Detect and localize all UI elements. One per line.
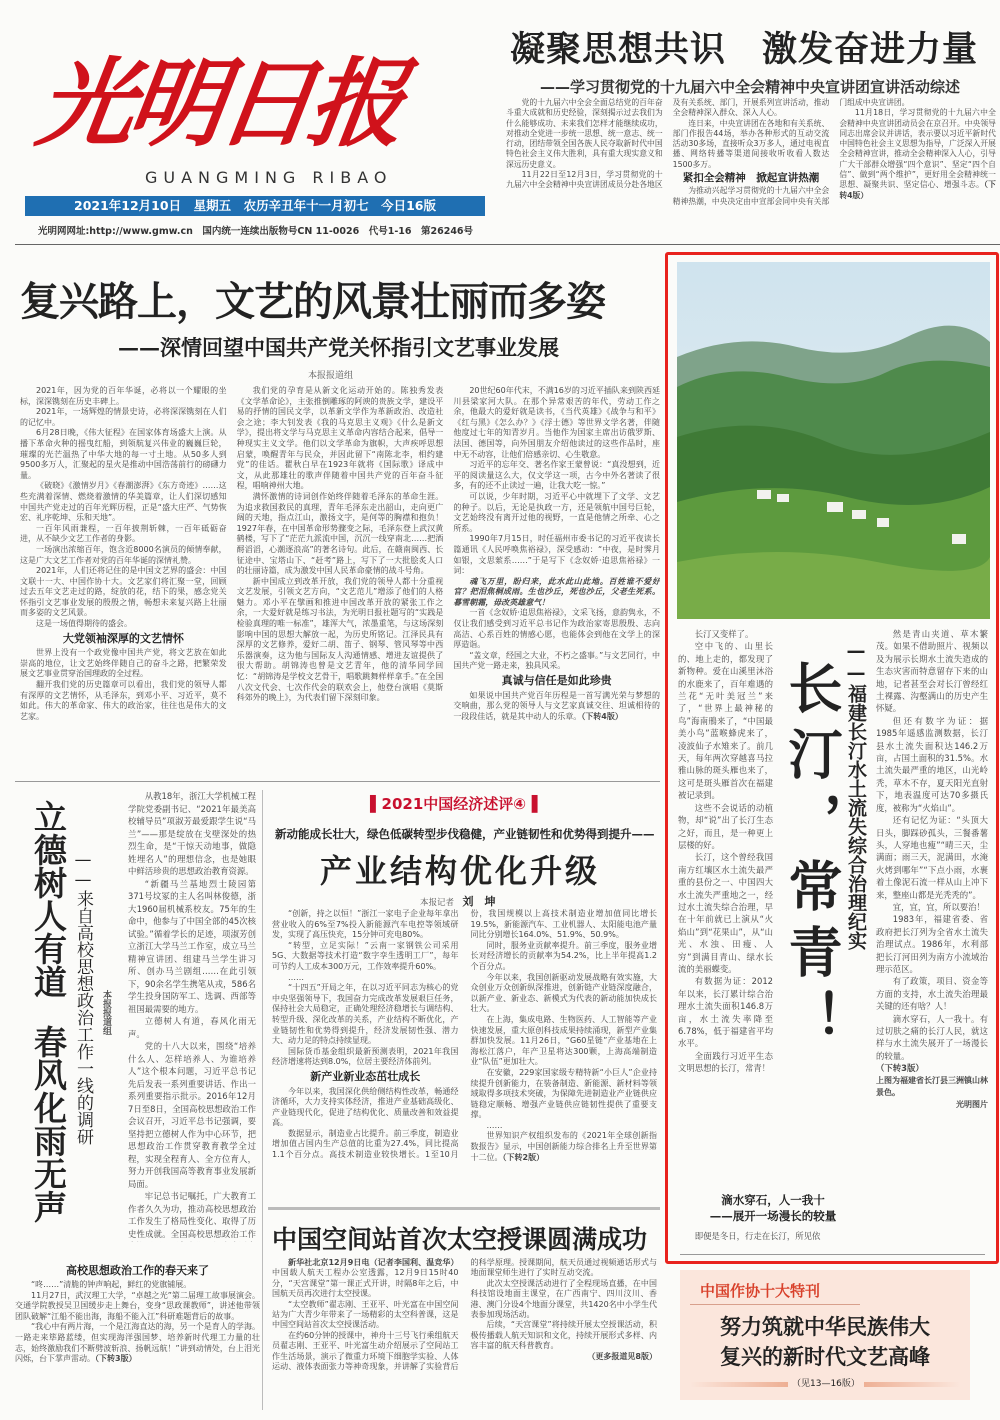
special-label: 中国作协十大特刊 <box>700 1282 821 1300</box>
special-supplement-banner[interactable] <box>680 1270 970 1400</box>
column-divider <box>262 790 263 1410</box>
changting-landscape-photo <box>677 262 990 619</box>
continued-note: （下转4版） <box>581 711 623 721</box>
masthead-logo: 光明日报 <box>31 47 407 160</box>
date-bar: 2021年12月10日 星期五 农历辛丑年十一月初七 今日16版 <box>25 196 485 216</box>
masthead-pinyin: GUANGMING RIBAO <box>145 168 393 187</box>
changting-subtitle: ——福建长汀水土流失综合治理纪实 <box>845 640 867 950</box>
lead-subtitle: ——深情回望中国共产党关怀指引文艺事业发展 <box>118 335 559 360</box>
economy-subhead: 新产业新业态茁壮成长 <box>310 1069 421 1083</box>
education-body: 从教18年，浙江大学机械工程学院党委副书记、“2021年最美高校辅导员”项淑芳最爱跟学生说“马兰”——那是绽放在戈壁深处的热烈生命，是“干惊天动地事，做隐姓埋名人”的理想信念，也是她眼中鲜活珍贵的思想政治教育资源。 “新疆马兰基地烈士陵园第371号坟冢的主人名叫林俊德，浙大1960届机械系校友。75年的生命中，他参与了中国全部的45次核试验。”循着学长的足迹，项淑芳创立浙江大学马兰工作室，成立马兰精神宣讲团、组建马兰学生讲习所、创办马兰剧组……在此引领下，90余名学生携笔从戎，586名学生投身国防军工、选调、西部等祖国最需要的地方。 立德树人有道，春风化雨无声。 党的十八大以来，围绕“培养什么人、怎样培养人、为谁培养人”这个根本问题，习近平总书记先后发表一系列重要讲话、作出一系列重要指示批示。2016年12月7日至8日，全国高校思想政治工作会议召开，习近平总书记强调，要坚持把立德树人作为中心环节，把思想政治工作贯穿教育教学全过程，实现全程育人、全方位育人，努力开创我国高等教育事业发展新局面。 牢记总书记嘱托，广大教育工作者久久为功，推动高校思想政治工作发生了格局性变化、取得了历史性成就。全国高校思想政治工作 <box>128 791 256 1239</box>
divider <box>268 1207 660 1210</box>
top-story-headline: 凝聚思想共识 激发奋进力量 <box>510 29 979 70</box>
photo-credit: 光明图片 <box>956 1100 988 1110</box>
space-headline: 中国空间站首次太空授课圆满成功 <box>272 1225 648 1254</box>
lead-subhead-2: 真诚与信任是如此珍贵 <box>501 674 612 688</box>
continued-note: （下转2版） <box>502 1152 545 1162</box>
education-subtitle: ——来自高校思想政治工作一线的调研 <box>73 850 93 1145</box>
economy-headline: 产业结构优化升级 <box>320 852 601 890</box>
publication-info: 光明网网址:http://www.gmw.cn 国内统一连续出版物号CN 11-0026 代号1-16 第26246号 <box>38 226 474 237</box>
lead-headline: 复兴路上，文艺的风景壮丽而多姿 <box>20 278 605 325</box>
more-coverage-note: （更多报道见8版） <box>587 1351 657 1361</box>
special-headline: 努力筑就中华民族伟大 复兴的新时代文艺高峰 <box>720 1314 930 1369</box>
changting-body-right: 然是青山夹道、草木繁茂。如果不借助照片、视频以及为展示长期水土流失造成的生态灾害而特意留存下来的山地，记者甚至会对长汀曾经红土裸露、沟壑满山的历史产生怀疑。 但还有数字为证：据1985年遥感监测数据，长汀县水土流失面积达146.2万亩，占国土面积的31.5%。水土流失最严重的地区，山光岭秃，草木不存，夏天阳光直射下，地表温度可达70多摄氏度，被称为“火焰山”。 还有记忆为证：“头顶大日头，脚踩砂孤头，三餐番薯头，人穿地也瘦”“晴三天，尘满面；雨三天，泥满田，水淹火烤到哪年”“下点小雨，水裹着土像泥石流一样从山上冲下来，整座山都是光秃秃的”。 宜，宜，宜，所以要治！ 1983年，福建省委、省政府把长汀列为全省水土流失治理试点。1986年，水利部把长汀河田列为南方小流域治理示范区。 有了政策，项目、资金等方面的支持，水土流失治理最关键的还有啥？人！ 滴水穿石，人一我十。有过切肤之痛的长汀人民，就这样与水土流失展开了一场漫长的较量。 （下转3版） 上图为福建省长汀县三洲镇山林景色。 光明图片 <box>876 628 988 1240</box>
economy-series-label: ▌2021中国经济述评④▐ <box>370 795 538 813</box>
education-headline-1: 立德树人有道 <box>29 800 68 998</box>
continued-note: （下转3版） <box>95 1354 137 1364</box>
changting-body-left-continued: 即便是冬日，行走在长汀，所见依 <box>694 1231 821 1241</box>
top-story-body: 党的十九届六中全会全面总结党的百年奋斗重大成就和历史经验，深刻揭示过去我们为什么能够成功、未来我们怎样才能继续成功，对推动全党进一步统一思想、统一意志、统一行动，团结带领全国各族人民夺取新时代中国特色社会主义伟大胜利，具有重大现实意义和深远历史意义。 11月22日至12月3日，学习贯彻党的十九届六中全会精神中央宣讲团成员分赴各地区及有关系统、部门，开展系列宣讲活动，推动全会精神深入群众、深入人心。 连日来，中央宣讲团在各地和有关系统、部门作报告44场，举办各种形式的互动交流活动30多场，直接听众3万多人，通过电视直播、网络转播等渠道间接收听收看人数达1500多万。 紧扣全会精神 掀起宣讲热潮 为推动兴起学习贯彻党的十九届六中全会精神热潮，中央决定由中宣部会同中央有关部门组成中央宣讲团。 11月18日，学习贯彻党的十九届六中全会精神中央宣讲团动员会在京召开。中央领导同志出席会议并讲话，表示要以习近平新时代中国特色社会主义思想为指导，广泛深入开展全会精神宣讲，推动全会精神深入人心，引导广大干部群众增强“四个意识”、坚定“四个自信”、做到“两个维护”，更好用全会精神统一思想、凝聚共识、坚定信心、增强斗志。（下转4版） <box>506 98 996 206</box>
economy-byline: 本报记者 刘 坤 <box>420 895 496 908</box>
photo-caption: 上图为福建省长汀县三洲镇山林景色。 <box>876 1075 988 1098</box>
education-headline-2: 春风化雨无声 <box>29 1025 68 1223</box>
changting-subhead: 滴水穿石，人一我十 ——展开一场漫长的较量 <box>709 1193 837 1223</box>
lead-byline: 本报报道组 <box>308 371 354 381</box>
economy-body: “创新，持之以恒！”浙江一家电子企业每年拿出营业收入的6%至7%投入新能源汽车电控等领域研发，实现了高压快充，15分钟可充电80%。 “转型，立足实际！”云南一家钢铁公司采用5G、大数据等技术打造“数字孪生透明工厂”，每年可节约人工成本300万元，工作效率提升60%。 …… “十四五”开局之年，在以习近平同志为核心的党中央坚强领导下，我国奋力完成改革发展艰巨任务，保持社会大局稳定，正确处理经济稳增长与调结构、转型升级、深化改革的关系，产业结构不断优化，产业链韧性和优势得到提升，经济发展韧性强、潜力大、动力足的特点持续显现。 国际货币基金组织最新预测表明，2021年我国经济增速将达到8.0%，位居主要经济体前列。 新产业新业态茁壮成长 今年以来，我国深化供给侧结构性改革，畅通经济循环，大力支持实体经济，推进产业基础高级化、产业链现代化，促进了结构优化、质量改善和效益提高。 数据显示，制造业占比提升。前三季度，制造业增加值占国内生产总值的比重为27.4%，同比提高1.1个百分点。高技术制造业较快增长。1至10月份，我国规模以上高技术制造业增加值同比增长19.5%，新能源汽车、工业机器人、太阳能电池产量同比分别增长164.0%、51.9%、50.9%。 同时，服务业贡献率提升。前三季度，服务业增长对经济增长的贡献率为54.2%，比上半年提高1.2个百分点。 今年以来，我国创新驱动发展战略有效实施，大众创业万众创新纵深推进，创新链产业链深度融合，以新产业、新业态、新模式为代表的新动能加快成长壮大。 在上海，集成电路、生物医药、人工智能等产业快速发展，重大原创科技成果持续涌现，新型产业集群加快发展。11月26日，“G60星链”产业基地在上海松江落户，年产卫星将达300颗，上海高端制造业“队伍”更加壮大。 在安徽，229家国家级专精特新“小巨人”企业持续提升创新能力，在装备制造、新能源、新材料等领域取得多项技术突破，为保障先进制造业产业链供应链稳定顺畅、增强产业链供应链韧性提供了重要支撑。 …… 世界知识产权组织发布的《2021年全球创新指数报告》显示，中国创新能力综合排名上升至世界第十二位。（下转2版） <box>272 909 657 1162</box>
education-subhead: 高校思想政治工作的春天来了 <box>66 1264 209 1277</box>
continued-note: （下转4版） <box>839 180 996 200</box>
changting-body-left: 长汀又变样了。 空中飞的、山里长的、地上走的，都发现了新物种。爱在山溪里沐浴的水鹿来了，百年难遇的兰花“无叶美冠兰”来了，“世界上最神秘的鸟”海南鳽来了，“中国最美小鸟”蓝喉蜂虎来了，凌波仙子水雉来了。前几天，每年两次穿越喜马拉雅山脉的斑头雁也来了，这可是斑头雁首次在福建被记录到。 这些不会说话的动植物，却“说”出了长汀生态之好，而且，是一种更上层楼的好。 长汀，这个曾经我国南方红壤区水土流失最严重的县份之一、中国四大水土流失严重地之一，经过水土流失综合治理，早在十年前就已上演从“火焰山”到“花果山”，从“山光、水浊、田瘦、人穷”到满目青山、绿水长流的美丽蝶变。 有数据为证：2012年以来，长汀累计综合治理水土流失面积146.8万亩，水土流失率降至6.78%，低于福建省平均水平。 全面践行习近平生态文明思想的长汀，常青！ <box>678 629 773 1074</box>
space-body: 新华社北京12月9日电（记者李国利、温竞华）中国载人航天工程办公室透露，12月9日15时40分，“天宫课堂”第一课正式开讲，时隔8年之后，中国航天员再次进行太空授课。 “太空教师”翟志刚、王亚平、叶光富在中国空间站为广大青少年带来了一场精彩的太空科普课，这是中国空间站首次太空授课活动。 在约60分钟的授课中，神舟十三号飞行乘组航天员翟志刚、王亚平、叶光富生动介绍展示了空间站工作生活场景，演示了微重力环境下细胞学实验、人体运动、液体表面张力等神奇现象，并讲解了实验背后的科学原理。授课期间，航天员通过视频通话形式与地面课堂师生进行了实时互动交流。 此次太空授课活动进行了全程现场直播，在中国科技馆设地面主课堂，在广西南宁、四川汶川、香港、澳门分设4个地面分课堂，共1420名中小学生代表参加现场活动。 后续，“天宫课堂”将持续开展太空授课活动，积极传播载人航天知识和文化，持续开展形式多样、内容丰富的航天科普教育。 （更多报道见8版） <box>272 1258 657 1372</box>
lead-body: 2021年，因为党的百年华诞，必将以一个耀眼的坐标，深深镌刻在历史丰碑上。 2021年，一场辉煌的情景史诗，必将深深镌刻在人们的记忆中。 6月28日晚，《伟大征程》在国家体育场盛大上演。从播下革命火种的摇曳红船，到领航复兴伟业的巍巍巨轮，璀璨的光芒温热了中华大地的每一寸土地。从50多人到9500多万人，汇聚起的星火是推动中国浩荡前行的磅礴力量。 《破晓》《激情岁月》《春潮澎湃》《东方奇迹》……这些充满着深情、燃烧着激情的华美篇章，让人们深切感知中国共产党走过的百年光辉历程，正是“盛大庄严、气势恢宏、礼序乾坤、乐和天地”。 一百年风雨兼程，一百年披荆斩棘，一百年砥砺奋进，从不缺少文艺工作者的身影。 一场演出浓缩百年，饱含近8000名演员的倾情奉献，这是广大文艺工作者对党的百年华诞的深情礼赞。 2021年，人们还将记住的是中国文艺界的盛会：中国文联十一大、中国作协十大。文艺家们将汇聚一堂，回顾过去五年文艺走过的路，绽放的花，结下的果，感念党关怀指引文艺事业发展的殷殷之情，畅想未来复兴路上壮丽而多姿的文艺风景。 这是一场值得期待的盛会。 大党领袖深厚的文艺情怀 世界上没有一个政党像中国共产党，将文艺放在如此崇高的地位，让文艺始终伴随自己的奋斗之路，把繁荣发展文艺事业贯穿治国理政的全过程。 翻开我们党的历史篇章可以看出，我们党的领导人都有深厚的文艺情怀，从毛泽东，到邓小平、习近平，莫不如此。伟大的革命家、伟大的政治家，往往也是伟大的文艺家。 我们党的孕育是从新文化运动开始的。陈独秀发表《文学革命论》，主张推倒雕琢的阿谀的贵族文学，建设平易的抒情的国民文学，以革新文学作为革新政治、改造社会之途；李大钊发表《我的马克思主义观》《什么是新文学》，提出将文学与马克思主义革命内容结合起来，倡导一种现实主义文学。他们以文学革命为旗帜，大声疾呼思想启蒙，唤醒青年与民众，并因此留下“南陈北李，相约建党”的佳话。瞿秋白早在1923年就将《国际歌》译成中文，从此那雄壮的歌声伴随着中国共产党的百年奋斗征程，唱响神州大地。 满怀激情的诗词创作始终伴随着毛泽东的革命生涯。为追求救国救民的真理，青年毛泽东走出韶山，走向更广阔的天地，指点江山，激扬文字，是何等的胸襟和抱负！1927年春，在中国革命形势骤变之际，毛泽东登上武汉黄鹤楼，写下了“茫茫九派流中国，沉沉一线穿南北……把酒酹滔滔，心潮逐浪高”的著名诗句。此后，在赣南闽西、长征途中、宝塔山下、“赶考”路上，写下了一大批脍炙人口的壮丽诗篇，成为激发中国人民革命豪情的战斗号角。 新中国成立到改革开放，我们党的领导人都十分重视文艺发展，引领文艺方向，“文艺范儿”增添了他们的人格魅力。邓小平在擘画和推进中国改革开放的紧张工作之余，一大爱好就是练习书法，为光明日报社题写的“实践是检验真理的唯一标准”，雄浑大气，浓墨重笔，与这场深刻影响中国的思想大解放一起，为历史所铭记。江泽民具有深厚的文艺修养，爱好二胡、笛子、钢琴、管风琴等中西乐器演奏，这为他与国际友人沟通情感、增进友谊提供了很大帮助。胡锦涛也曾是文艺青年，他的清华同学回忆：“胡锦涛是学校文艺骨干，唱歌跳舞样样拿手。”在全国八次文代会、七次作代会的联欢会上，他登台演唱《莫斯科郊外的晚上》，为代表们留下深刻印象。 20世纪60年代末，不满16岁的习近平插队来到陕西延川县梁家河大队。在那个异常艰苦的年代，劳动工作之余，他最大的爱好就是读书，《当代英雄》《战争与和平》《红与黑》《怎么办？》《浮士德》等世界文学名著，伴随他度过七年的知青岁月。当他作为国家主席出访俄罗斯、法国、德国等，向外国朋友介绍他读过的这些作品时，座中无不动容，让他们倍感亲切、心生敬意。 习近平的忘年交、著名作家王蒙曾说：“真没想到，近平的阅读量这么大，仅文学这一项，古今中外名著读了很多，有的还不止读过一遍，让我大吃一惊。” 可以说，少年时期，习近平心中就埋下了文学、文艺的种子。以后，无论是执政一方，还是领航中国号巨轮，文艺始终没有离开过他的视野，一直是他情之所牵、心之所系。 1990年7月15日，时任福州市委书记的习近平夜读长篇通讯《人民呼唤焦裕禄》，深受感动：“中夜，是时霁月如银，文思萦系……”于是写下《念奴娇·追思焦裕禄》一词： 魂飞万里，盼归来，此水此山此地。百姓谁不爱好官？把泪焦桐成雨。生也沙丘，死也沙丘，父老生死系。暮雪朝霜，毋改英雄意气！ 一首《念奴娇·追思焦裕禄》，文采飞扬，意韵隽永，不仅让我们感受到习近平总书记作为政治家寄思殷殷、志向高洁、心系百姓的情感心愿，也能体会到他在文学上的深厚造诣。 “盖文章，经国之大业，不朽之盛事。”与文艺同行，中国共产党一路走来，独具风采。 真诚与信任是如此珍贵 如果说中国共产党百年历程是一首写满光荣与梦想的交响曲，那么党的领导人与文艺家真诚交往、坦诚相待的一段段佳话，就是其中动人的乐章。（下转4版） <box>20 386 660 721</box>
lead-subhead-1: 大党领袖深厚的文艺情怀 <box>62 631 184 645</box>
changting-headline: 长汀，常青！ <box>780 660 844 1056</box>
top-story-subhead: 紧扣全会精神 掀起宣讲热潮 <box>682 172 820 185</box>
divider <box>680 1254 985 1255</box>
education-body-2: “咚……”清脆的钟声响起，鲜红的党旗铺展。 11月27日，武汉理工大学，“卓越之光”第二届理工故事展演会。交通学院教授吴卫国缓步走上舞台，变身“思政课教师”，讲述他带领团队破解“江船不能出海，海船不能入江”科研难题背后的故事。 “我心中有两片海，一个是江海直达的海，另一个是育人的学海。一路走来筚路蓝缕，但实现海洋强国梦、培养新时代理工力量的壮志，始终激励我们不断劈波斩浪、扬帆远航！”讲到动情处，台上泪光闪烁，台下掌声雷动。（下转3版） <box>15 1280 260 1364</box>
special-pages: （见13—16版） <box>788 1376 864 1389</box>
economy-kicker: 新动能成长壮大，绿色低碳转型步伐稳健，产业链韧性和优势得到提升—— <box>275 827 655 841</box>
education-byline: 本报报道组 <box>101 990 111 1035</box>
top-story-subtitle: ——学习贯彻党的十九届六中全会精神中央宣讲团宣讲活动综述 <box>540 78 961 96</box>
divider <box>15 781 660 782</box>
divider <box>15 244 1000 245</box>
